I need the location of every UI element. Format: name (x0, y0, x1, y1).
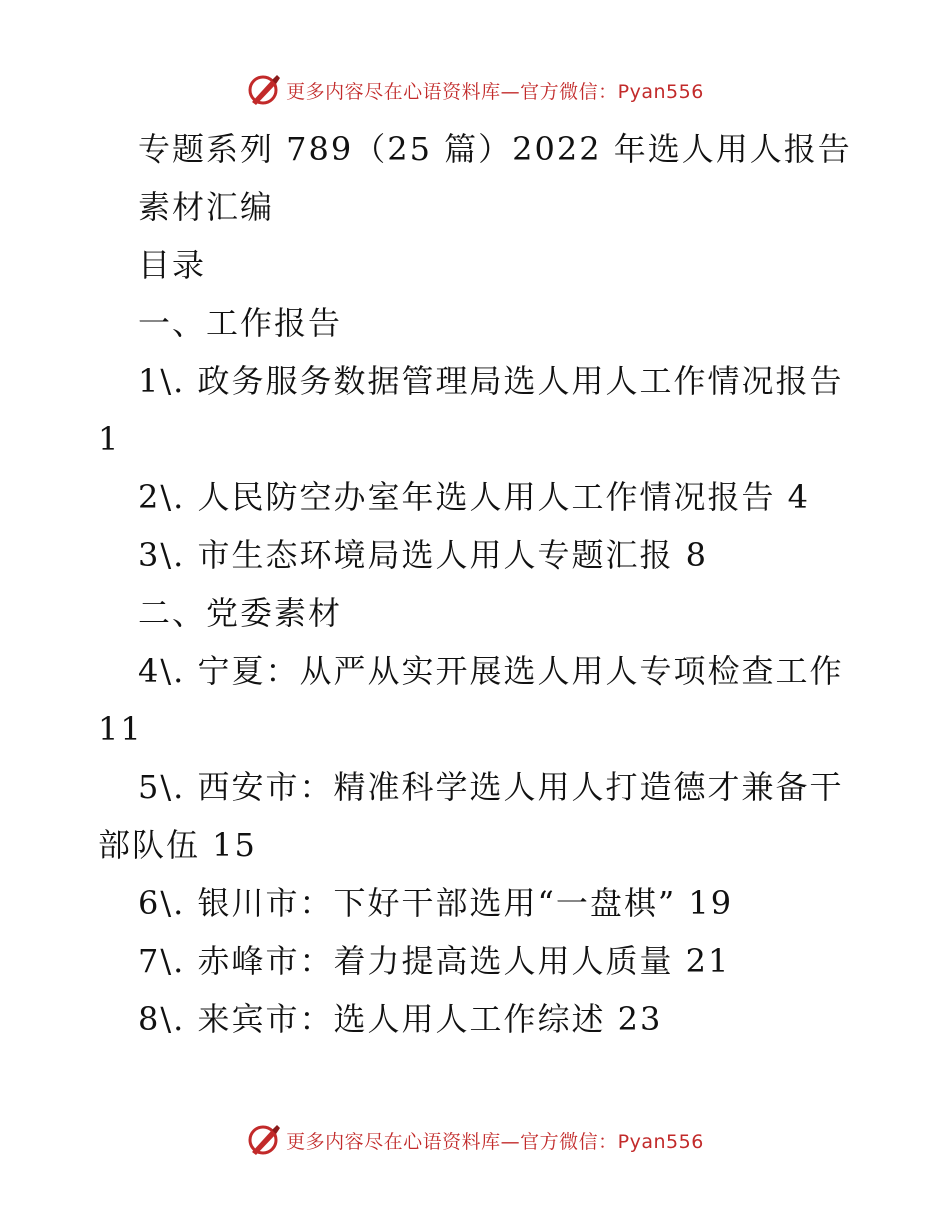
toc-line: 3\. 市生态环境局选人用人专题汇报 8 (138, 536, 709, 574)
toc-list (0, 294, 950, 1048)
toc-line: 1\. 政务服务数据管理局选人用人工作情况报告 (138, 362, 844, 400)
toc-line: 二、党委素材 (138, 594, 343, 632)
toc-line: 7\. 赤峰市：着力提高选人用人质量 21 (138, 942, 731, 980)
footer-banner-text: 更多内容尽在心语资料库—官方微信：Pyan556 (286, 1130, 704, 1153)
toc-line: 5\. 西安市：精准科学选人用人打造德才兼备干 (138, 768, 844, 806)
header-banner (0, 72, 950, 108)
footer-banner (0, 1122, 950, 1158)
toc-line: 8\. 来宾市：选人用人工作综述 23 (138, 1000, 663, 1038)
toc-heading: 目录 (138, 246, 207, 284)
header-banner-text: 更多内容尽在心语资料库—官方微信：Pyan556 (286, 80, 704, 103)
toc-line: 6\. 银川市：下好干部选用“一盘棋” 19 (138, 884, 734, 922)
document-title-line-1: 专题系列 789（25 篇）2022 年选人用人报告 (138, 130, 852, 168)
toc-line: 1 (98, 420, 121, 458)
toc-line: 4\. 宁夏：从严从实开展选人用人专项检查工作 (138, 652, 844, 690)
pen-heart-logo-icon (246, 72, 282, 108)
pen-heart-logo-icon (246, 1122, 282, 1158)
toc-line: 2\. 人民防空办室年选人用人工作情况报告 4 (138, 478, 811, 516)
document-title-line-2: 素材汇编 (138, 188, 275, 226)
toc-line: 部队伍 15 (98, 826, 257, 864)
document-body (0, 120, 950, 1048)
toc-line: 11 (98, 710, 143, 748)
toc-line: 一、工作报告 (138, 304, 343, 342)
